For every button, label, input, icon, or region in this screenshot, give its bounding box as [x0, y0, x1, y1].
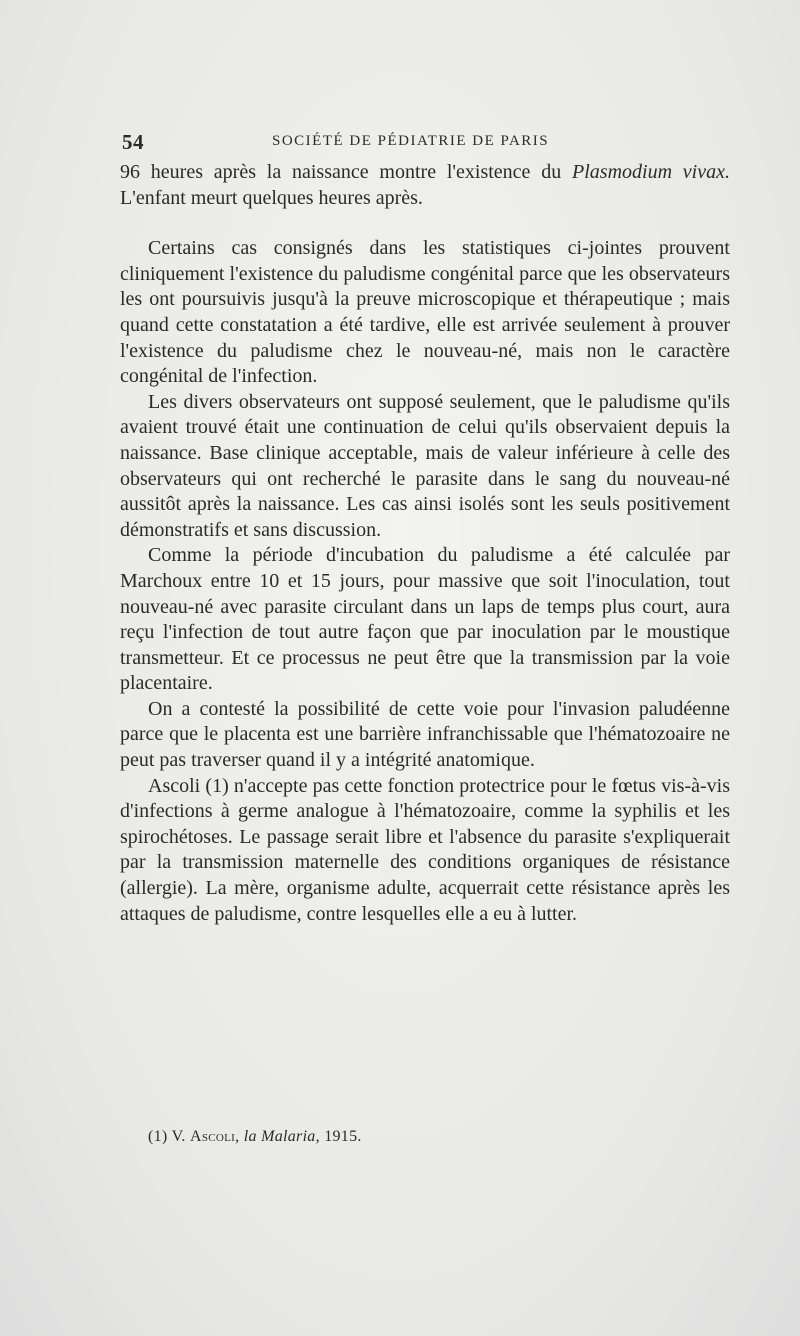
species-name: Plasmodium vivax.: [572, 161, 730, 183]
paragraph: On a contesté la possibilité de cette voie pour l'invasion paludéenne parce que le placenta est une barrière infranchissable que l'hématozoaire ne peut pas traverser quand il y a intégrité anatomique.: [120, 697, 730, 772]
paragraph-text: L'enfant meurt quelques heures après.: [120, 186, 423, 209]
running-title: SOCIÉTÉ DE PÉDIATRIE DE PARIS: [272, 133, 550, 149]
page-header: [122, 130, 728, 154]
footnote: [148, 1128, 362, 1146]
paragraph-text: 96 heures après la naissance montre l'existence du: [120, 161, 573, 183]
footnote-year: , 1915.: [315, 1128, 362, 1145]
body-text: [120, 160, 730, 927]
paragraph-continuation: [120, 160, 730, 211]
footnote-title: la Malaria: [243, 1128, 316, 1145]
footnote-author: Ascoli: [189, 1128, 236, 1145]
paragraph: Les divers observateurs ont supposé seulement, que le paludisme qu'ils avaient trouvé était une continuation de celui qu'ils observaient depuis la naissance. Base clinique acceptable, mais de valeur inférieure à celle des observateurs qui ont recherché le parasite dans le sang du nouveau-né aussitôt après la naissance. Les cas ainsi isolés sont les seuls positivement démonstratifs et sans discussion.: [120, 390, 730, 541]
footnote-separator: ,: [235, 1128, 244, 1145]
page-number: 54: [122, 130, 144, 154]
footnote-marker: (1) V.: [148, 1128, 190, 1145]
paragraph: Comme la période d'incubation du paludisme a été calculée par Marchoux entre 10 et 15 jours, pour massive que soit l'inoculation, tout nouveau-né avec parasite circulant dans un laps de temps plus court, aura reçu l'infection de tout autre façon que par inoculation par le moustique transmetteur. Et ce processus ne peut être que la transmission par la voie placentaire.: [120, 544, 730, 695]
paragraph: Ascoli (1) n'accepte pas cette fonction protectrice pour le fœtus vis-à-vis d'infections à germe analogue à l'hématozoaire, comme la syphilis et les spirochétoses. Le passage serait libre et l'absence du parasite s'expliquerait par la transmission maternelle des conditions organiques de résistance (allergie). La mère, organisme adulte, acquerrait cette résistance après les attaques de paludisme, contre lesquelles elle a eu à lutter.: [120, 774, 730, 925]
paragraph: Certains cas consignés dans les statistiques ci-jointes prouvent cliniquement l'existence du paludisme congénital parce que les observateurs les ont poursuivis jusqu'à la preuve microscopique et thérapeutique ; mais quand cette constatation a été tardive, elle est arrivée seulement à prouver l'existence du paludisme chez le nouveau-né, mais non le caractère congénital de l'infection.: [120, 237, 730, 388]
